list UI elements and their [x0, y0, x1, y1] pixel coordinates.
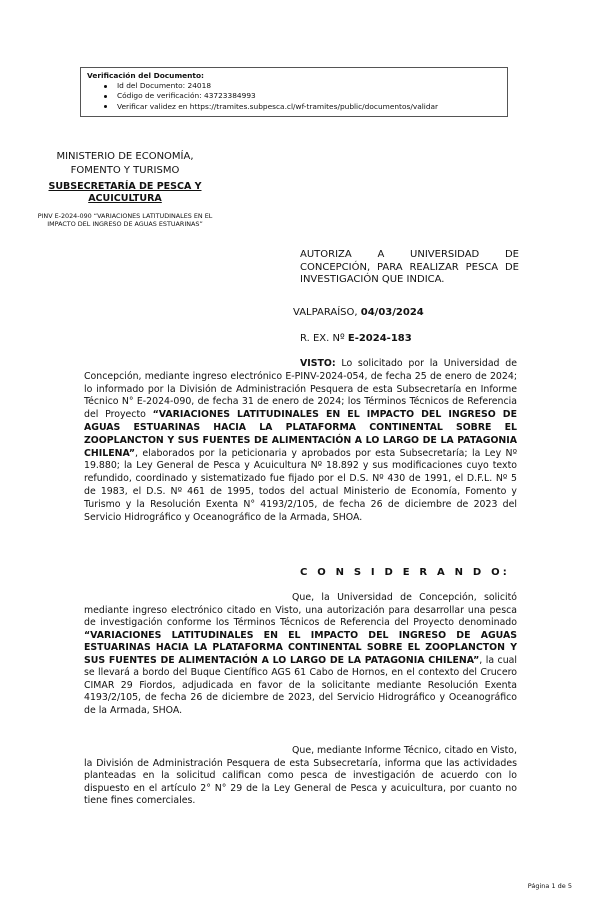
visto-text-2: , elaborados por la peticionaria y aprobados por esta Subsecretaría; la Ley Nº 19.880; la Ley General de Pesca y Acuicultura Nº 18.892 y sus modificaciones cuyo texto refundido, coordinado y sistematizado fue fijado por el D.S. Nº 430 de 1991, el D.F.L. Nº 5 de 1983, el D.S. Nº 461 de 1995, todos del actual Ministerio de Economía, Fomento y Turismo y la Resolución Exenta N° 4193/2/105, de fecha 26 de diciembre de 2023 del Servicio Hidrográfico y Oceanográfico de la Armada, SHOA. — [84, 447, 517, 523]
subsecretaria-name: SUBSECRETARÍA DE PESCA Y ACUICULTURA — [48, 181, 202, 204]
considerando-paragraph-1 — [84, 592, 517, 717]
considerando-title: C O N S I D E R A N D O: — [300, 567, 510, 578]
visto-text-1: Lo solicitado por la Universidad de Concepción, mediante ingreso electrónico E-PINV-2024-054, de fecha 25 de enero de 2024; lo informado por la División de Administración Pesquera de esta Subsecretaría en Informe Técnico N° E-2024-090, de fecha 31 de enero de 2024; los Términos Técnicos de Referencia del Proyecto — [84, 358, 517, 421]
verification-title: Verificación del Documento: — [87, 71, 204, 80]
verification-id: Id del Documento: 24018 — [87, 81, 503, 91]
resolution-number: E-2024-183 — [347, 333, 412, 344]
visto-label: VISTO: — [300, 358, 336, 369]
verification-list — [87, 81, 503, 112]
resolution-date: 04/03/2024 — [360, 307, 424, 318]
consid2-text: Que, mediante Informe Técnico, citado en Visto, la División de Administración Pesquera de esta Subsecretaría, informa que las actividades planteadas en la solicitud califican como pesca de investigación de acuerdo con lo dispuesto en el artículo 2° N° 29 de la Ley General de Pesca y acuicultura, por cuanto no tiene fines comerciales. — [84, 745, 518, 807]
place-date — [293, 307, 424, 318]
resolution-number-line — [300, 333, 412, 344]
verification-url: Verificar validez en https://tramites.subpesca.cl/wf-tramites/public/documentos/validar — [87, 102, 503, 112]
visto-project-title: “VARIACIONES LATITUDINALES EN EL IMPACTO DEL INGRESO DE AGUAS ESTUARINAS HACIA LA PLATAFORMA CONTINENTAL SOBRE EL ZOOPLANCTON Y SUS FUENTES DE ALIMENTACIÓN A LO LARGO DE LA PATAGONIA CHILENA” — [84, 409, 517, 459]
resolution-subject: AUTORIZA A UNIVERSIDAD DE CONCEPCIÓN, PARA REALIZAR PESCA DE INVESTIGACIÓN QUE INDICA. — [300, 249, 519, 286]
considerando-paragraph-2 — [84, 745, 517, 808]
visto-paragraph — [84, 358, 517, 524]
consid1-text-1: Que, la Universidad de Concepción, solicitó mediante ingreso electrónico citado en Visto, una autorización para desarrollar una pesca de investigación conforme los Términos Técnicos de Referencia del Proyecto denominado — [84, 592, 517, 628]
verification-code: Código de verificación: 43723384993 — [87, 91, 503, 101]
ministry-name: MINISTERIO DE ECONOMÍA, FOMENTO Y TURISMO — [56, 151, 194, 176]
consid1-project-title: “VARIACIONES LATITUDINALES EN EL IMPACTO DEL INGRESO DE AGUAS ESTUARINAS HACIA LA PLATAFORMA CONTINENTAL SOBRE EL ZOOPLANCTON Y SUS FUENTES DE ALIMENTACIÓN A LO LARGO DE LA PATAGONIA CHILENA” — [84, 629, 517, 666]
place-city: VALPARAÍSO, — [293, 307, 358, 318]
page-number: Página 1 de 5 — [527, 882, 572, 890]
resolution-prefix: R. EX. Nº — [300, 333, 345, 344]
verification-box — [80, 67, 508, 117]
pinv-reference: PINV E-2024-090 “VARIACIONES LATITUDINALES EN EL IMPACTO DEL INGRESO DE AGUAS ESTUARINAS” — [37, 212, 213, 229]
consid1-text-2: , la cual se llevará a bordo del Buque Científico AGS 61 Cabo de Hornos, en el contexto del Crucero CIMAR 29 Fiordos, adjudicada en favor de la solicitante mediante Resolución Exenta 4193/2/105, de fecha 26 de diciembre de 2023, del Servicio Hidrográfico y Oceanográfico de la Armada, SHOA. — [84, 654, 517, 716]
